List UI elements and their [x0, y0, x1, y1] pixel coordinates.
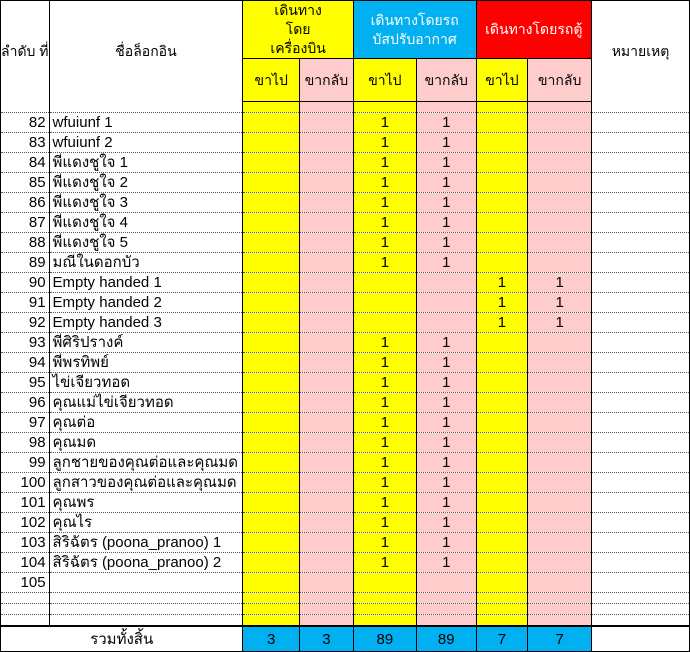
bus-go-cell: 1: [353, 193, 416, 213]
van-return-cell: [528, 473, 592, 493]
note-cell: [592, 473, 690, 493]
air-go-cell: [243, 253, 300, 273]
air-return-cell: [299, 553, 353, 573]
note-cell: [592, 533, 690, 553]
note-cell: [592, 213, 690, 233]
van-return-cell: [528, 173, 592, 193]
row-number: 87: [1, 213, 50, 233]
air-return-cell: [299, 273, 353, 293]
van-return-cell: [528, 193, 592, 213]
air-return-cell: [299, 233, 353, 253]
row-number: 105: [1, 573, 50, 593]
bus-go-cell: 1: [353, 113, 416, 133]
van-return-cell: 1: [528, 273, 592, 293]
air-return-cell: [299, 413, 353, 433]
air-go-cell: [243, 413, 300, 433]
bus-go-cell: 1: [353, 253, 416, 273]
table-row: [1, 153, 690, 173]
van-return-cell: [528, 453, 592, 473]
row-number: 93: [1, 333, 50, 353]
table-row: [1, 113, 690, 133]
air-return-cell: [299, 493, 353, 513]
air-go-cell: [243, 493, 300, 513]
bus-go-cell: 1: [353, 213, 416, 233]
air-go-cell: [243, 453, 300, 473]
air-go-cell: [243, 573, 300, 593]
table-row: [1, 513, 690, 533]
bus-return-cell: 1: [416, 553, 476, 573]
table-row: [1, 473, 690, 493]
air-go-cell: [243, 393, 300, 413]
total-air-go: 3: [243, 626, 300, 652]
login-name: มณีในดอกบัว: [49, 253, 243, 273]
note-cell: [592, 133, 690, 153]
note-cell: [592, 253, 690, 273]
van-go-cell: [476, 333, 528, 353]
air-return-cell: [299, 513, 353, 533]
air-go-cell: [243, 193, 300, 213]
air-return-cell: [299, 373, 353, 393]
van-return-cell: [528, 413, 592, 433]
van-go-cell: [476, 473, 528, 493]
van-go-cell: [476, 453, 528, 473]
table-row: [1, 273, 690, 293]
air-go-cell: [243, 353, 300, 373]
note-cell: [592, 333, 690, 353]
login-name: ลูกสาวของคุณต่อและคุณมด: [49, 473, 243, 493]
login-name: พี่แดงชูใจ 5: [49, 233, 243, 253]
van-go-cell: [476, 173, 528, 193]
table-row: [1, 213, 690, 233]
row-number: 85: [1, 173, 50, 193]
login-name: wfuiunf 1: [49, 113, 243, 133]
login-name: คุณมด: [49, 433, 243, 453]
table-row: [1, 413, 690, 433]
air-return-cell: [299, 133, 353, 153]
bus-return-cell: 1: [416, 433, 476, 453]
air-go-cell: [243, 473, 300, 493]
header-air-go: ขาไป: [243, 59, 300, 102]
bus-go-cell: 1: [353, 413, 416, 433]
bus-return-cell: [416, 293, 476, 313]
table-row: [1, 373, 690, 393]
bus-return-cell: 1: [416, 393, 476, 413]
table-row: [1, 533, 690, 553]
air-return-cell: [299, 573, 353, 593]
login-name: พี่ศิริปรางค์: [49, 333, 243, 353]
van-go-cell: [476, 413, 528, 433]
bus-return-cell: 1: [416, 353, 476, 373]
bus-return-cell: 1: [416, 113, 476, 133]
van-go-cell: [476, 533, 528, 553]
air-go-cell: [243, 373, 300, 393]
total-bus-return: 89: [416, 626, 476, 652]
van-return-cell: [528, 153, 592, 173]
van-return-cell: [528, 553, 592, 573]
login-name: พี่แดงชูใจ 2: [49, 173, 243, 193]
login-name: [49, 573, 243, 593]
login-name: คุณพร: [49, 493, 243, 513]
air-return-cell: [299, 313, 353, 333]
bus-return-cell: [416, 573, 476, 593]
row-number: 104: [1, 553, 50, 573]
total-air-return: 3: [299, 626, 353, 652]
header-van-return: ขากลับ: [528, 59, 592, 102]
bus-return-cell: [416, 313, 476, 333]
bus-return-cell: 1: [416, 253, 476, 273]
van-return-cell: [528, 333, 592, 353]
van-return-cell: [528, 233, 592, 253]
bus-go-cell: 1: [353, 453, 416, 473]
van-go-cell: [476, 493, 528, 513]
header-login-name: ชื่อล็อกอิน: [49, 1, 243, 102]
van-return-cell: [528, 253, 592, 273]
table-row: [1, 433, 690, 453]
air-go-cell: [243, 233, 300, 253]
total-bus-go: 89: [353, 626, 416, 652]
row-number: 95: [1, 373, 50, 393]
note-cell: [592, 313, 690, 333]
bus-return-cell: 1: [416, 493, 476, 513]
van-return-cell: [528, 533, 592, 553]
total-van-go: 7: [476, 626, 528, 652]
van-return-cell: [528, 393, 592, 413]
bus-return-cell: 1: [416, 473, 476, 493]
row-number: 91: [1, 293, 50, 313]
login-name: wfuiunf 2: [49, 133, 243, 153]
row-number: 89: [1, 253, 50, 273]
air-return-cell: [299, 153, 353, 173]
bus-return-cell: 1: [416, 153, 476, 173]
row-number: 99: [1, 453, 50, 473]
note-cell: [592, 193, 690, 213]
login-name: พี่แดงชูใจ 4: [49, 213, 243, 233]
note-cell: [592, 453, 690, 473]
note-cell: [592, 373, 690, 393]
bus-return-cell: 1: [416, 533, 476, 553]
note-cell: [592, 493, 690, 513]
row-number: 90: [1, 273, 50, 293]
table-row: [1, 493, 690, 513]
row-number: 102: [1, 513, 50, 533]
note-cell: [592, 113, 690, 133]
login-name: คุณแม่ไข่เจียวทอด: [49, 393, 243, 413]
air-return-cell: [299, 173, 353, 193]
air-return-cell: [299, 353, 353, 373]
van-go-cell: 1: [476, 293, 528, 313]
row-number: 86: [1, 193, 50, 213]
van-return-cell: 1: [528, 293, 592, 313]
login-name: Empty handed 1: [49, 273, 243, 293]
van-return-cell: [528, 353, 592, 373]
van-return-cell: [528, 513, 592, 533]
row-number: 84: [1, 153, 50, 173]
air-return-cell: [299, 333, 353, 353]
van-return-cell: [528, 133, 592, 153]
bus-return-cell: 1: [416, 413, 476, 433]
bus-go-cell: [353, 273, 416, 293]
login-name: สิริฉัตร (poona_pranoo) 1: [49, 533, 243, 553]
table-row: [1, 133, 690, 153]
login-name: คุณไร: [49, 513, 243, 533]
van-go-cell: [476, 133, 528, 153]
van-go-cell: [476, 253, 528, 273]
van-go-cell: [476, 213, 528, 233]
air-return-cell: [299, 473, 353, 493]
van-go-cell: [476, 553, 528, 573]
header-group-airplane: เดินทางโดย เครื่องบิน: [243, 1, 353, 59]
header-group-van: เดินทางโดยรถตู้: [476, 1, 592, 59]
header-row-number: ลำดับ ที่: [1, 1, 50, 102]
van-go-cell: 1: [476, 273, 528, 293]
air-go-cell: [243, 293, 300, 313]
note-cell: [592, 273, 690, 293]
van-return-cell: [528, 113, 592, 133]
bus-go-cell: 1: [353, 393, 416, 413]
row-number: 83: [1, 133, 50, 153]
header-air-return: ขากลับ: [299, 59, 353, 102]
row-number: 82: [1, 113, 50, 133]
van-return-cell: 1: [528, 313, 592, 333]
login-name: พี่พรทิพย์: [49, 353, 243, 373]
bus-return-cell: [416, 273, 476, 293]
air-go-cell: [243, 133, 300, 153]
totals-label: รวมทั้งสิ้น: [1, 626, 243, 652]
login-name: Empty handed 2: [49, 293, 243, 313]
van-go-cell: [476, 353, 528, 373]
bus-go-cell: 1: [353, 133, 416, 153]
bus-go-cell: 1: [353, 353, 416, 373]
total-note: [592, 626, 690, 652]
bus-return-cell: 1: [416, 173, 476, 193]
table-row: [1, 313, 690, 333]
row-number: 100: [1, 473, 50, 493]
table-row: [1, 453, 690, 473]
air-return-cell: [299, 253, 353, 273]
van-go-cell: [476, 193, 528, 213]
bus-go-cell: 1: [353, 513, 416, 533]
table-row: [1, 233, 690, 253]
note-cell: [592, 553, 690, 573]
bus-go-cell: 1: [353, 333, 416, 353]
bus-return-cell: 1: [416, 133, 476, 153]
van-return-cell: [528, 373, 592, 393]
air-go-cell: [243, 113, 300, 133]
row-number: 94: [1, 353, 50, 373]
van-go-cell: [476, 393, 528, 413]
login-name: ลูกชายของคุณต่อและคุณมด: [49, 453, 243, 473]
bus-go-cell: 1: [353, 473, 416, 493]
table-row: [1, 173, 690, 193]
login-name: สิริฉัตร (poona_pranoo) 2: [49, 553, 243, 573]
note-cell: [592, 393, 690, 413]
row-number: 97: [1, 413, 50, 433]
air-go-cell: [243, 333, 300, 353]
bus-go-cell: 1: [353, 433, 416, 453]
bus-go-cell: [353, 293, 416, 313]
total-van-return: 7: [528, 626, 592, 652]
bus-return-cell: 1: [416, 233, 476, 253]
header-group-bus: เดินทางโดยรถ บัสปรับอากาศ: [353, 1, 476, 59]
air-go-cell: [243, 173, 300, 193]
row-number: 98: [1, 433, 50, 453]
air-go-cell: [243, 153, 300, 173]
van-go-cell: [476, 233, 528, 253]
row-number: 96: [1, 393, 50, 413]
header-van-go: ขาไป: [476, 59, 528, 102]
table-row: [1, 553, 690, 573]
row-number: 92: [1, 313, 50, 333]
table-row: [1, 193, 690, 213]
air-return-cell: [299, 393, 353, 413]
bus-return-cell: 1: [416, 333, 476, 353]
van-go-cell: [476, 573, 528, 593]
air-return-cell: [299, 213, 353, 233]
bus-go-cell: 1: [353, 533, 416, 553]
note-cell: [592, 513, 690, 533]
van-go-cell: [476, 513, 528, 533]
air-go-cell: [243, 313, 300, 333]
bus-return-cell: 1: [416, 193, 476, 213]
note-cell: [592, 293, 690, 313]
van-return-cell: [528, 573, 592, 593]
note-cell: [592, 233, 690, 253]
login-name: พี่แดงชูใจ 3: [49, 193, 243, 213]
air-go-cell: [243, 533, 300, 553]
login-name: พี่แดงชูใจ 1: [49, 153, 243, 173]
air-go-cell: [243, 433, 300, 453]
table-row: [1, 393, 690, 413]
air-go-cell: [243, 513, 300, 533]
note-cell: [592, 433, 690, 453]
totals-row: [1, 626, 690, 652]
row-number: 101: [1, 493, 50, 513]
air-go-cell: [243, 273, 300, 293]
table-row: [1, 333, 690, 353]
login-name: ไข่เจียวทอด: [49, 373, 243, 393]
van-go-cell: [476, 433, 528, 453]
air-go-cell: [243, 553, 300, 573]
van-return-cell: [528, 433, 592, 453]
bus-return-cell: 1: [416, 513, 476, 533]
bus-return-cell: 1: [416, 213, 476, 233]
note-cell: [592, 153, 690, 173]
bus-go-cell: 1: [353, 153, 416, 173]
table-row: [1, 253, 690, 273]
table-row: [1, 293, 690, 313]
note-cell: [592, 173, 690, 193]
van-go-cell: [476, 373, 528, 393]
row-number: 103: [1, 533, 50, 553]
table-row: [1, 573, 690, 593]
air-return-cell: [299, 453, 353, 473]
van-return-cell: [528, 493, 592, 513]
air-return-cell: [299, 433, 353, 453]
header-bus-go: ขาไป: [353, 59, 416, 102]
bus-return-cell: 1: [416, 453, 476, 473]
air-return-cell: [299, 293, 353, 313]
air-go-cell: [243, 213, 300, 233]
air-return-cell: [299, 533, 353, 553]
login-name: คุณต่อ: [49, 413, 243, 433]
table-row: [1, 353, 690, 373]
bus-go-cell: 1: [353, 173, 416, 193]
bus-go-cell: 1: [353, 373, 416, 393]
bus-go-cell: 1: [353, 493, 416, 513]
note-cell: [592, 413, 690, 433]
van-go-cell: [476, 153, 528, 173]
van-go-cell: 1: [476, 313, 528, 333]
row-number: 88: [1, 233, 50, 253]
bus-go-cell: 1: [353, 553, 416, 573]
air-return-cell: [299, 193, 353, 213]
bus-go-cell: [353, 573, 416, 593]
van-go-cell: [476, 113, 528, 133]
header-bus-return: ขากลับ: [416, 59, 476, 102]
header-note: หมายเหตุ: [592, 1, 690, 102]
bus-go-cell: 1: [353, 233, 416, 253]
van-return-cell: [528, 213, 592, 233]
air-return-cell: [299, 113, 353, 133]
note-cell: [592, 353, 690, 373]
bus-return-cell: 1: [416, 373, 476, 393]
note-cell: [592, 573, 690, 593]
bus-go-cell: [353, 313, 416, 333]
login-name: Empty handed 3: [49, 313, 243, 333]
